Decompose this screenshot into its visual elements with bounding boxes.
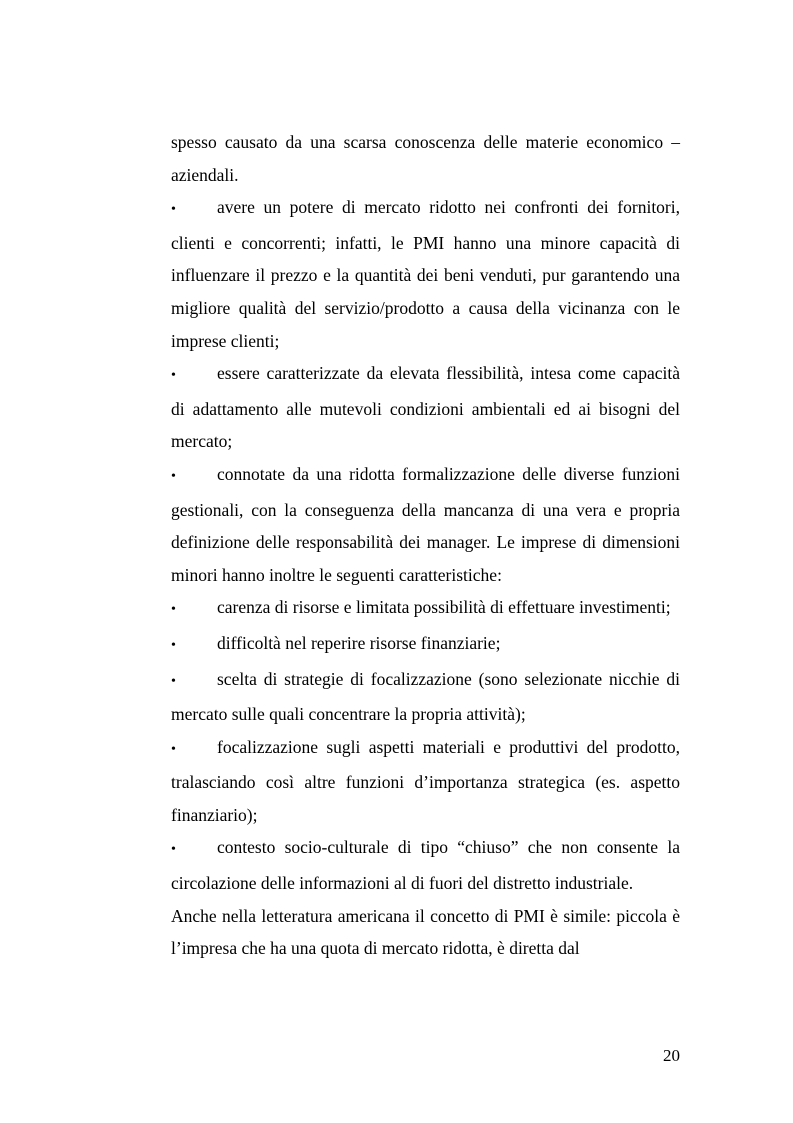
bullet-text: scelta di strategie di focalizzazione (sono selezionate nicchie di mercato sulle quali concentrare la propria attività); — [171, 668, 680, 725]
lead-paragraph: spesso causato da una scarsa conoscenza delle materie economico – aziendali. — [171, 132, 680, 185]
bullet-text: avere un potere di mercato ridotto nei confronti dei fornitori, clienti e concorrenti; infatti, le PMI hanno una minore capacità di influenzare il prezzo e la quantità dei beni venduti, pur garantendo una migliore qualità del servizio/prodotto a causa della vicinanza con le imprese clienti; — [171, 197, 680, 351]
bullet-icon: • — [171, 602, 176, 618]
bullet-icon: • — [171, 741, 176, 757]
bullet-icon: • — [171, 468, 176, 484]
body-text — [171, 126, 680, 965]
bullet-icon: • — [171, 368, 176, 384]
bullet-item — [171, 458, 680, 591]
bullet-text: carenza di risorse e limitata possibilità di effettuare investimenti; — [217, 597, 671, 618]
bullet-icon: • — [171, 637, 176, 653]
bullet-item — [171, 591, 680, 627]
bullet-text: essere caratterizzate da elevata flessibilità, intesa come capacità di adattamento alle mutevoli condizioni ambientali ed ai bisogni del mercato; — [171, 363, 680, 452]
bullet-icon: • — [171, 673, 176, 689]
bullet-icon: • — [171, 842, 176, 858]
bullet-text: focalizzazione sugli aspetti materiali e produttivi del prodotto, tralasciando così altre funzioni d’importanza strategica (es. aspetto finanziario); — [171, 736, 680, 825]
bullet-item — [171, 191, 680, 357]
bullet-item — [171, 831, 680, 899]
bullet-item — [171, 731, 680, 832]
bullet-text: connotate da una ridotta formalizzazione delle diverse funzioni gestionali, con la conseguenza della mancanza di una vera e propria definizione delle responsabilità dei manager. Le imprese di dimensioni minori hanno inoltre le seguenti caratteristiche: — [171, 463, 680, 585]
bullet-item — [171, 357, 680, 458]
closing-paragraph: Anche nella letteratura americana il concetto di PMI è simile: piccola è l’impresa che ha una quota di mercato ridotta, è diretta dal — [171, 905, 680, 959]
page-number: 20 — [663, 1046, 680, 1065]
bullet-text: difficoltà nel reperire risorse finanziarie; — [217, 632, 501, 653]
bullet-text: contesto socio-culturale di tipo “chiuso” che non consente la circolazione delle informazioni al di fuori del distretto industriale. — [171, 837, 680, 894]
bullet-icon: • — [171, 202, 176, 218]
bullet-item — [171, 663, 680, 731]
bullet-item — [171, 627, 680, 663]
